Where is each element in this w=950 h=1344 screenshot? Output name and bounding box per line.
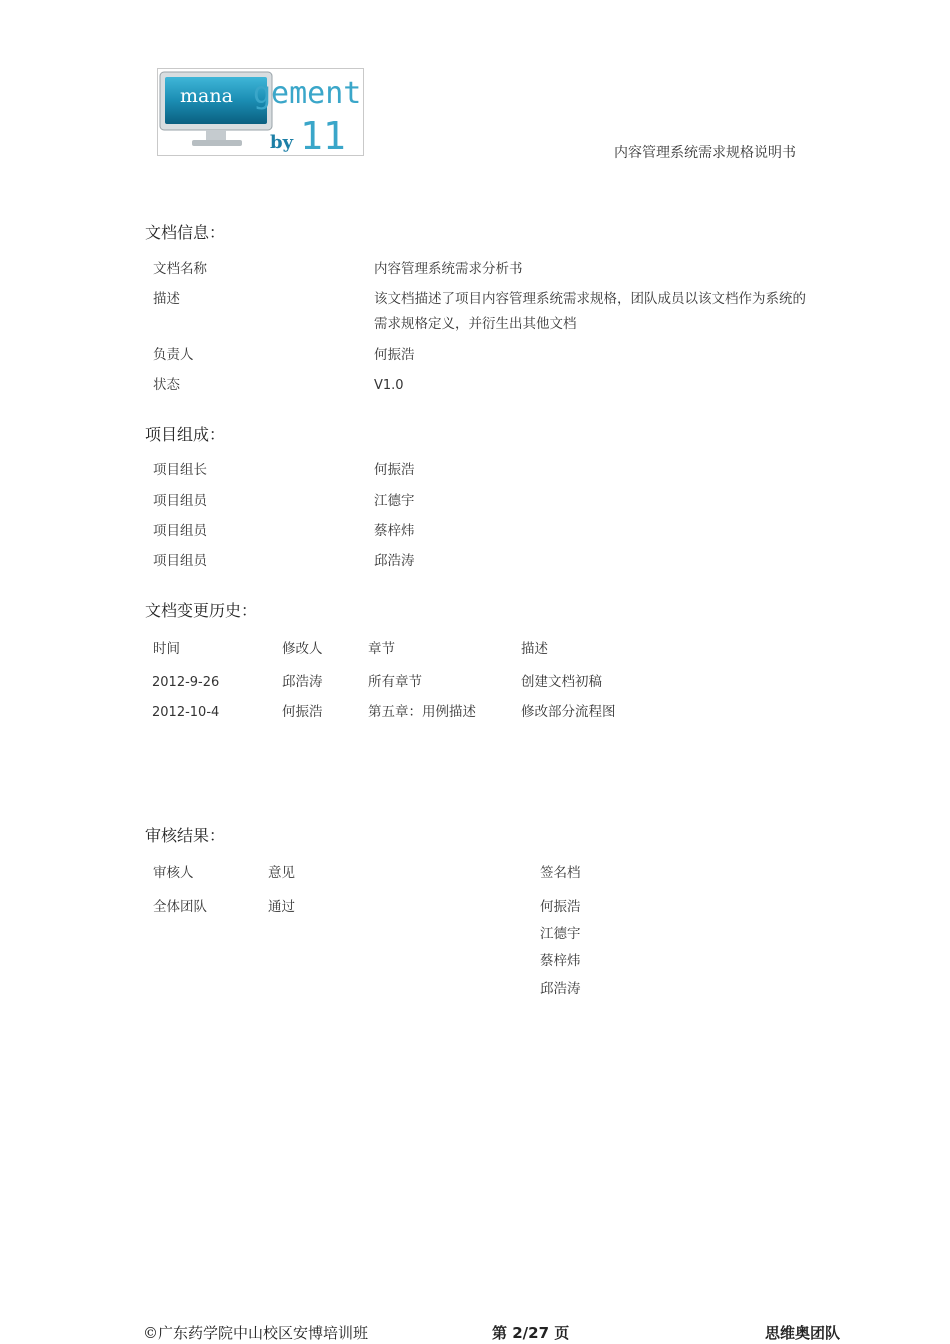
team-member-name: 蔡梓炜 — [374, 523, 415, 539]
doc-info-label: 文档名称 — [153, 261, 207, 277]
review-reviewer: 全体团队 — [153, 899, 207, 915]
doc-info-label: 描述 — [153, 291, 180, 307]
review-header: 意见 — [268, 865, 295, 881]
history-header: 章节 — [368, 641, 395, 657]
history-cell-author: 何振浩 — [282, 704, 323, 720]
review-signature: 蔡梓炜 — [540, 953, 581, 969]
history-cell-desc: 修改部分流程图 — [521, 704, 616, 720]
management-by-11-logo — [157, 68, 364, 156]
doc-info-label: 负责人 — [153, 347, 194, 363]
team-role: 项目组长 — [153, 462, 207, 478]
header-doc-title: 内容管理系统需求规格说明书 — [614, 145, 796, 161]
logo-word-11: 11 — [300, 114, 346, 155]
history-cell-section: 所有章节 — [368, 674, 422, 690]
review-header: 签名档 — [540, 865, 581, 881]
team-member-name: 江德宇 — [374, 493, 415, 509]
history-header: 描述 — [521, 641, 548, 657]
history-cell-section: 第五章：用例描述 — [368, 704, 476, 720]
monitor-logo-graphic — [158, 69, 363, 155]
team-role: 项目组员 — [153, 523, 207, 539]
doc-info-value: 内容管理系统需求分析书 — [374, 261, 523, 277]
history-cell-date: 2012-10-4 — [152, 705, 220, 720]
doc-info-title: 文档信息： — [145, 223, 226, 242]
logo-word-by: by — [270, 132, 294, 153]
footer-page-number: 第 2/27 页 — [492, 1324, 570, 1342]
doc-info-value: 何振浩 — [374, 347, 415, 363]
review-opinion: 通过 — [268, 899, 295, 915]
team-title: 项目组成： — [145, 425, 226, 444]
review-signature: 江德宇 — [540, 926, 581, 942]
logo-word-mana: mana — [180, 85, 233, 107]
team-member-name: 邱浩涛 — [374, 553, 415, 569]
footer-copyright: ©广东药学院中山校区安博培训班 — [143, 1324, 369, 1342]
review-signature: 何振浩 — [540, 899, 581, 915]
footer-team-name: 思维奥团队 — [765, 1324, 841, 1342]
history-header: 时间 — [153, 641, 180, 657]
review-title: 审核结果： — [145, 826, 226, 845]
history-cell-desc: 创建文档初稿 — [521, 674, 602, 690]
history-cell-author: 邱浩涛 — [282, 674, 323, 690]
history-cell-date: 2012-9-26 — [152, 675, 220, 690]
logo-word-gement: gement — [253, 76, 362, 111]
doc-info-value: V1.0 — [374, 378, 404, 393]
review-signature: 邱浩涛 — [540, 981, 581, 997]
history-title: 文档变更历史： — [145, 601, 258, 620]
team-role: 项目组员 — [153, 493, 207, 509]
doc-info-label: 状态 — [153, 377, 180, 393]
review-header: 审核人 — [153, 865, 194, 881]
doc-info-value: 该文档描述了项目内容管理系统需求规格，团队成员以该文档作为系统的需求规格定义，并衍生出其他文档 — [374, 291, 806, 332]
history-header: 修改人 — [282, 641, 323, 657]
team-role: 项目组员 — [153, 553, 207, 569]
team-member-name: 何振浩 — [374, 462, 415, 478]
